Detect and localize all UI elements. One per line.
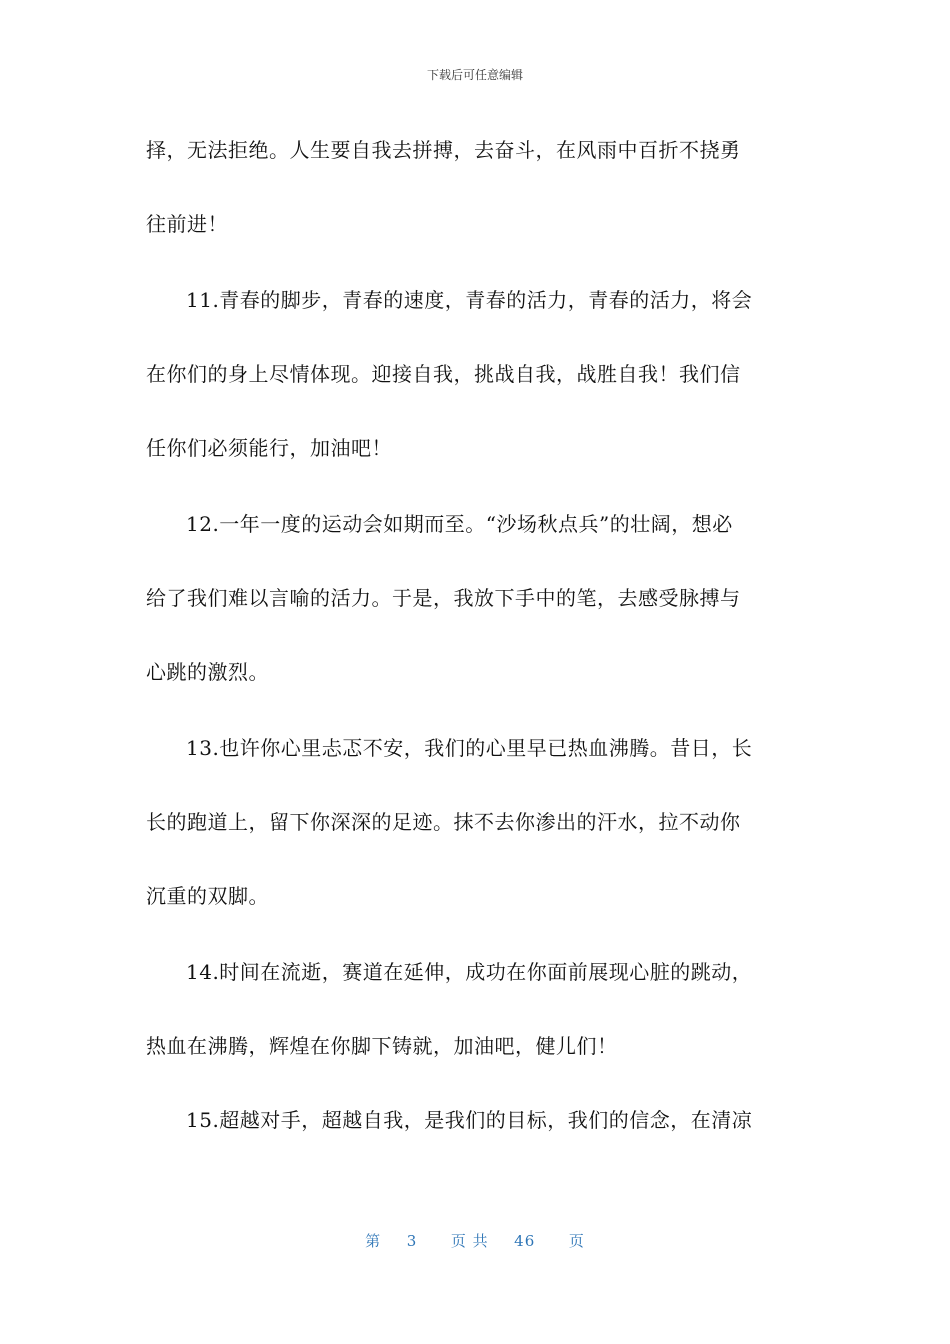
paragraph-11-start: 11.青春的脚步，青春的速度，青春的活力，青春的活力，将会 — [186, 288, 753, 312]
text-line: 热血在沸腾，辉煌在你脚下铸就，加油吧，健儿们！ — [146, 1034, 618, 1058]
page-header: 下载后可任意编辑 — [426, 68, 523, 82]
text-line: 心跳的激烈。 — [146, 660, 269, 684]
footer-suffix: 页 — [568, 1232, 585, 1250]
footer-page-number: 3 — [406, 1232, 418, 1250]
paragraph-14-start: 14.时间在流逝，赛道在延伸，成功在你面前展现心脏的跳动， — [186, 960, 753, 984]
paragraph-12-start: 12.一年一度的运动会如期而至。“沙场秋点兵”的壮阔，想必 — [186, 512, 733, 536]
text-line: 长的跑道上，留下你深深的足迹。抹不去你渗出的汗水，拉不动你 — [146, 810, 741, 834]
paragraph-15-start: 15.超越对手，超越自我，是我们的目标，我们的信念，在清凉 — [186, 1108, 753, 1132]
text-line: 给了我们难以言喻的活力。于是，我放下手中的笔，去感受脉搏与 — [146, 586, 741, 610]
footer-prefix: 第 — [365, 1232, 382, 1250]
footer-middle: 页 共 — [450, 1232, 489, 1250]
footer-total-pages: 46 — [514, 1232, 536, 1250]
page-footer — [0, 1230, 950, 1251]
text-line: 任你们必须能行，加油吧！ — [146, 436, 392, 460]
paragraph-13-start: 13.也许你心里忐忑不安，我们的心里早已热血沸腾。昔日，长 — [186, 736, 753, 760]
text-line: 往前进！ — [146, 212, 228, 236]
text-line: 择，无法拒绝。人生要自我去拼搏，去奋斗，在风雨中百折不挠勇 — [146, 138, 741, 162]
text-line: 沉重的双脚。 — [146, 884, 269, 908]
text-line: 在你们的身上尽情体现。迎接自我，挑战自我，战胜自我！我们信 — [146, 362, 741, 386]
